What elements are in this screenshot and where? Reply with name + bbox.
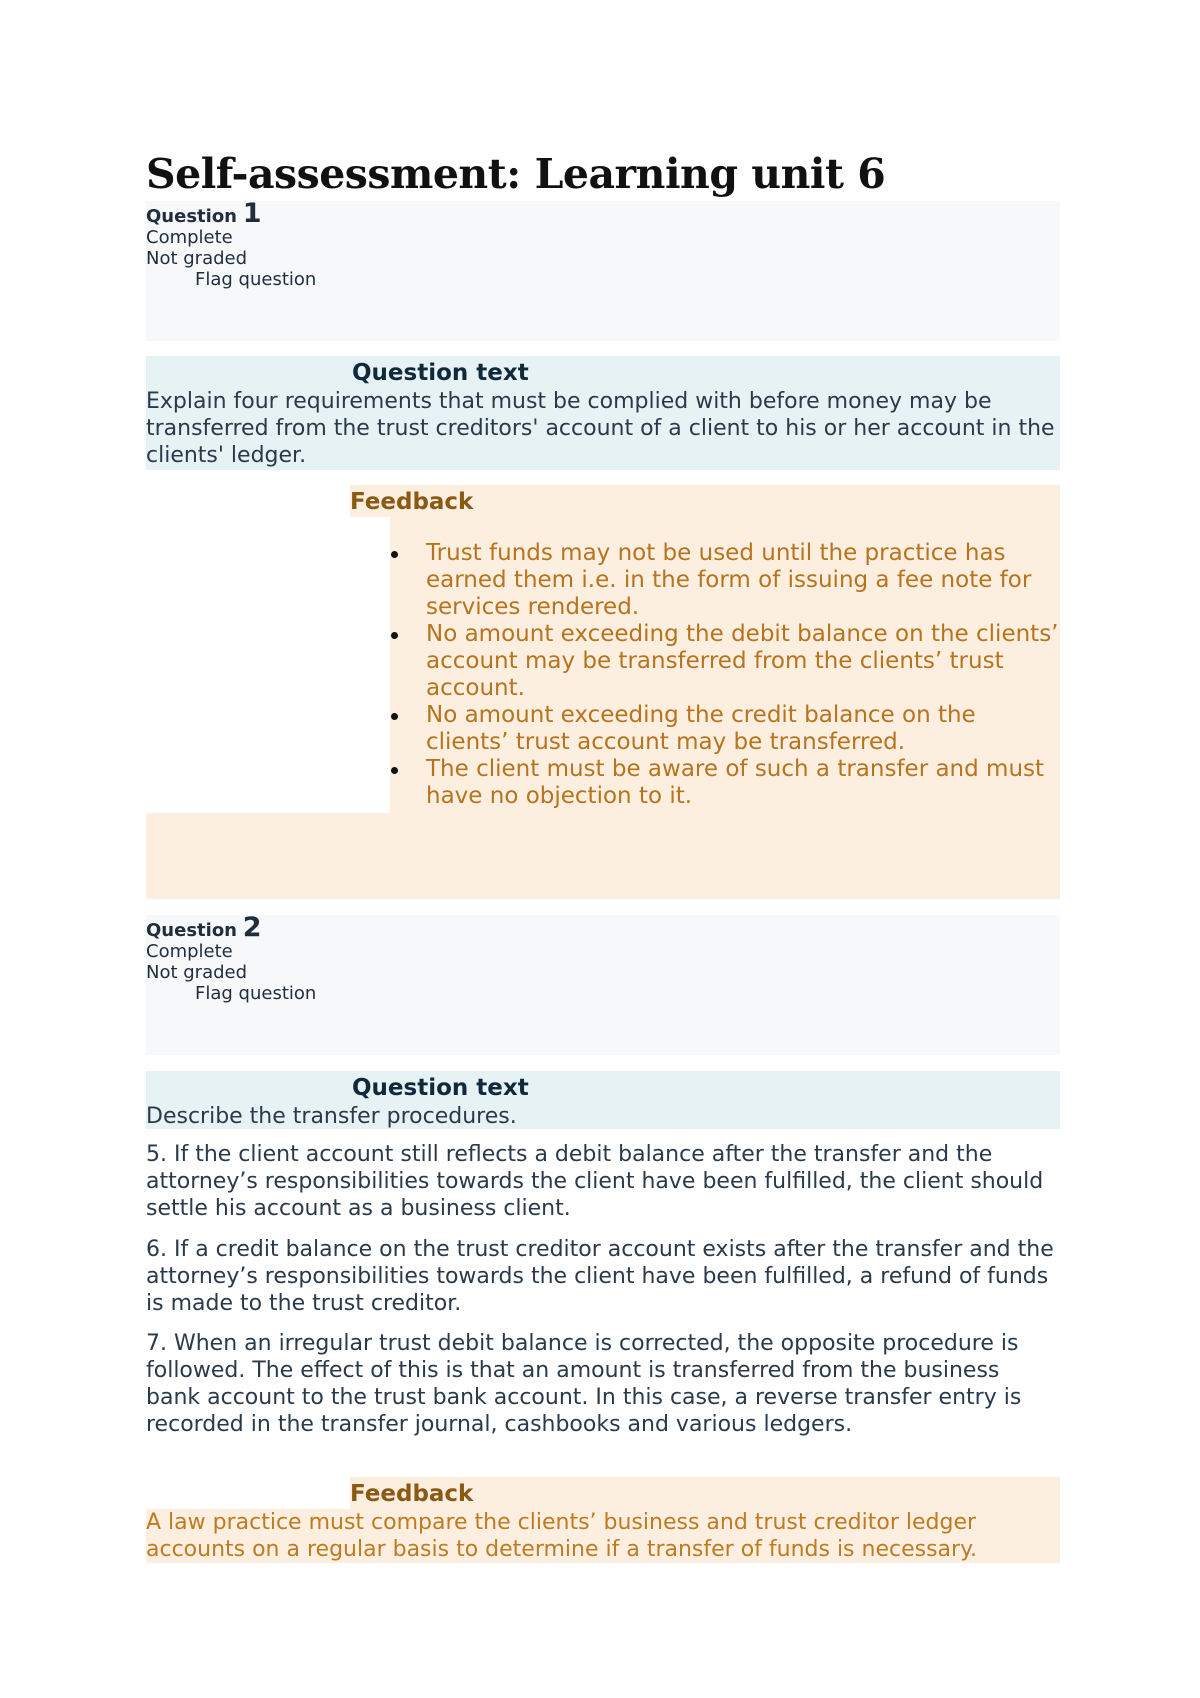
answer-paragraph: 5. If the client account still reflects a debit balance after the transfer and the attorney’s responsibilities towards the client have been fulfilled, the client should settle his account as a business client. <box>146 1142 1044 1221</box>
question-2-info <box>146 912 1060 1055</box>
question-grade: Not graded <box>146 962 248 983</box>
page-title: Self-assessment: Learning unit 6 <box>146 150 886 198</box>
feedback-box-bottom <box>146 813 1060 899</box>
feedback-heading: Feedback <box>350 485 1060 517</box>
question-label: Question <box>146 920 237 941</box>
feedback-item: Trust funds may not be used until the practice has earned them i.e. in the form of issuing a fee note for services rendered. <box>388 540 1060 621</box>
answer-paragraph: 7. When an irregular trust debit balance is corrected, the opposite procedure is followed. The effect of this is that an amount is transferred from the business bank account to the trust bank account. In this case, a reverse transfer entry is recorded in the transfer journal, cashbooks and various ledgers. <box>146 1331 1022 1437</box>
question-text-heading: Question text <box>352 360 529 386</box>
flag-question-link[interactable]: Flag question <box>195 983 317 1004</box>
question-text: Describe the transfer procedures. <box>146 1104 517 1129</box>
question-2-text-box <box>146 1071 1060 1129</box>
question-status: Complete <box>146 941 233 962</box>
question-1-info <box>146 198 1060 341</box>
flag-question-link[interactable]: Flag question <box>195 269 317 290</box>
feedback-heading: Feedback <box>350 1477 1060 1509</box>
question-text: Explain four requirements that must be complied with before money may be transferred from the trust creditors' account of a client to his or her account in the clients' ledger. <box>146 389 1055 468</box>
feedback-item: No amount exceeding the debit balance on the clients’ account may be transferred from the clients’ trust account. <box>388 621 1060 702</box>
answer-paragraph: 6. If a credit balance on the trust creditor account exists after the transfer and the attorney’s responsibilities towards the client have been fulfilled, a refund of funds is made to the trust creditor. <box>146 1237 1054 1316</box>
question-2-heading <box>146 912 1060 943</box>
question-1-heading <box>146 198 1060 229</box>
question-grade: Not graded <box>146 248 248 269</box>
question-number: 2 <box>242 912 262 943</box>
question-1-text-box <box>146 356 1060 470</box>
feedback-item: The client must be aware of such a transfer and must have no objection to it. <box>388 756 1060 810</box>
feedback-item: No amount exceeding the credit balance on the clients’ trust account may be transferred. <box>388 702 1060 756</box>
feedback-list <box>388 540 1060 810</box>
feedback-text: A law practice must compare the clients’ business and trust creditor ledger accounts on a regular basis to determine if a transfer of funds is necessary. <box>146 1509 1060 1563</box>
question-text-heading: Question text <box>352 1075 529 1101</box>
question-status: Complete <box>146 227 233 248</box>
question-label: Question <box>146 206 237 227</box>
question-number: 1 <box>242 198 262 229</box>
